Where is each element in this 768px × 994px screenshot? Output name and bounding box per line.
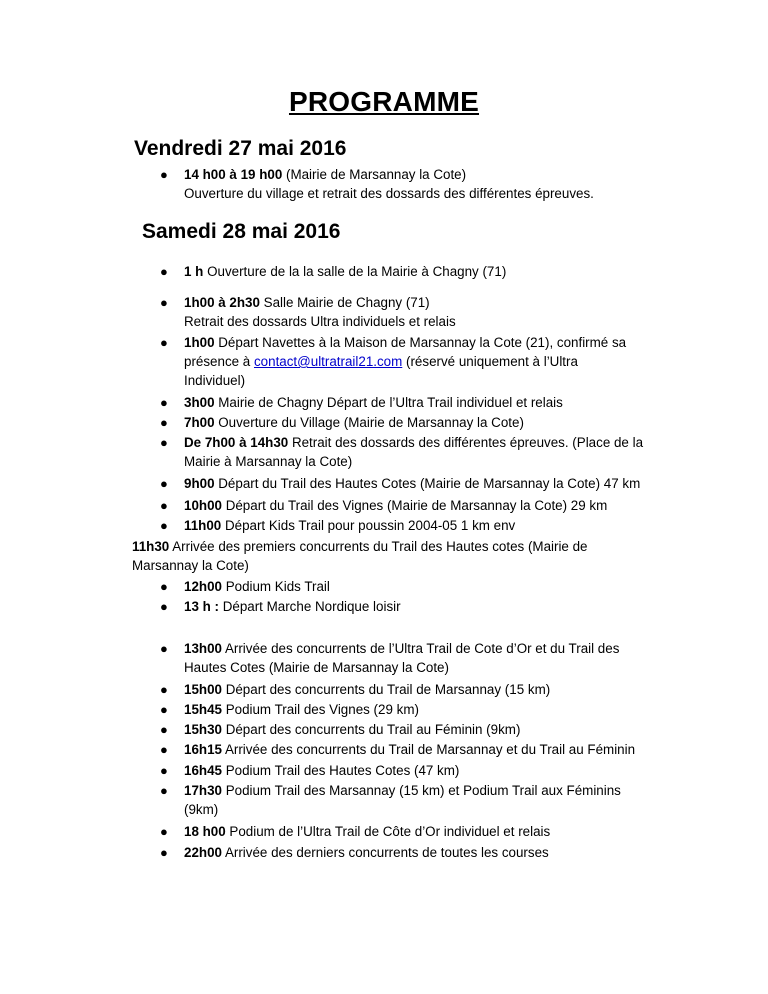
item-time: 11h00 — [184, 518, 222, 533]
page-title: PROGRAMME — [288, 86, 480, 117]
bullet-icon: ● — [160, 518, 168, 533]
item-text-line2: Hautes Cotes (Mairie de Marsannay la Cote) — [184, 660, 449, 675]
list-item — [160, 822, 704, 841]
list-item — [160, 413, 704, 432]
list-item — [160, 333, 704, 390]
bullet-icon: ● — [160, 335, 168, 350]
item-time: 1 h — [184, 264, 204, 279]
list-item — [160, 474, 704, 493]
item-time: 11h30 — [132, 539, 170, 554]
item-time: De 7h00 à 14h30 — [184, 435, 289, 450]
day2-heading: Samedi 28 mai 2016 — [142, 220, 341, 243]
item-text: Ouverture du Village (Mairie de Marsannay la Cote) — [214, 415, 524, 430]
bullet-icon: ● — [160, 167, 168, 182]
list-item — [160, 293, 704, 331]
list-item — [160, 680, 704, 699]
bullet-icon: ● — [160, 702, 168, 717]
item-text: Podium de l’Ultra Trail de Côte d’Or individuel et relais — [225, 824, 551, 839]
bullet-icon: ● — [160, 498, 168, 513]
item-text-line2: Mairie à Marsannay la Cote) — [184, 454, 353, 469]
item-text-line2-end: (réservé uniquement à l’Ultra — [402, 354, 578, 369]
list-item — [160, 781, 704, 819]
bullet-icon: ● — [160, 722, 168, 737]
item-time: 1h00 à 2h30 — [184, 295, 260, 310]
list-item — [160, 740, 704, 759]
item-text: Ouverture de la la salle de la Mairie à Chagny (71) — [203, 264, 507, 279]
list-item — [160, 639, 704, 677]
item-text: Salle Mairie de Chagny (71) — [259, 295, 430, 310]
item-text: (Mairie de Marsannay la Cote) — [282, 167, 467, 182]
item-time: 1h00 — [184, 335, 215, 350]
item-text-line2: présence à — [184, 354, 254, 369]
item-text: Arrivée des premiers concurrents du Trail des Hautes cotes (Mairie de — [169, 539, 588, 554]
bullet-icon: ● — [160, 415, 168, 430]
item-time: 15h45 — [184, 702, 222, 717]
item-text: Arrivée des concurrents de l’Ultra Trail de Cote d’Or et du Trail des — [221, 641, 620, 656]
item-time: 15h00 — [184, 682, 222, 697]
list-item — [160, 262, 704, 281]
contact-email-link[interactable]: contact@ultratrail21.com — [253, 354, 403, 369]
bullet-icon: ● — [160, 476, 168, 491]
bullet-icon: ● — [160, 599, 168, 614]
item-text-line2: Ouverture du village et retrait des dossards des différentes épreuves. — [184, 186, 594, 201]
list-item — [160, 165, 704, 203]
item-time: 10h00 — [184, 498, 222, 513]
item-text: Podium Trail des Marsannay (15 km) et Podium Trail aux Féminins — [221, 783, 621, 798]
bullet-icon: ● — [160, 682, 168, 697]
list-item — [160, 496, 704, 515]
item-text: Arrivée des derniers concurrents de toutes les courses — [221, 845, 549, 860]
item-time: 16h15 — [184, 742, 222, 757]
item-time: 14 h00 à 19 h00 — [184, 167, 283, 182]
list-item — [160, 577, 704, 596]
item-text: Retrait des dossards des différentes épreuves. (Place de la — [288, 435, 644, 450]
list-item — [160, 597, 704, 616]
bullet-icon: ● — [160, 295, 168, 310]
item-text: Départ Navettes à la Maison de Marsannay la Cote (21), confirmé sa — [214, 335, 627, 350]
paragraph — [132, 537, 692, 575]
bullet-icon: ● — [160, 435, 168, 450]
list-item — [160, 516, 704, 535]
item-text-line2: Retrait des dossards Ultra individuels et relais — [184, 314, 456, 329]
item-text-line2: (9km) — [184, 802, 219, 817]
list-item — [160, 433, 704, 471]
item-time: 15h30 — [184, 722, 222, 737]
item-time: 18 h00 — [184, 824, 226, 839]
list-item — [160, 393, 704, 412]
list-item — [160, 720, 704, 739]
item-text: Départ des concurrents du Trail de Marsannay (15 km) — [221, 682, 551, 697]
item-text: Mairie de Chagny Départ de l’Ultra Trail individuel et relais — [214, 395, 563, 410]
item-text: Podium Trail des Vignes (29 km) — [221, 702, 419, 717]
day1-heading: Vendredi 27 mai 2016 — [134, 137, 347, 160]
list-item — [160, 761, 704, 780]
bullet-icon: ● — [160, 742, 168, 757]
item-text-line2: Marsannay la Cote) — [132, 558, 249, 573]
item-time: 22h00 — [184, 845, 222, 860]
item-text: Départ des concurrents du Trail au Féminin (9km) — [221, 722, 521, 737]
item-text: Arrivée des concurrents du Trail de Marsannay et du Trail au Féminin — [221, 742, 636, 757]
item-text: Podium Kids Trail — [221, 579, 330, 594]
bullet-icon: ● — [160, 824, 168, 839]
item-text: Départ du Trail des Hautes Cotes (Mairie de Marsannay la Cote) 47 km — [214, 476, 641, 491]
bullet-icon: ● — [160, 845, 168, 860]
bullet-icon: ● — [160, 783, 168, 798]
item-time: 12h00 — [184, 579, 222, 594]
item-text-line3: Individuel) — [184, 373, 246, 388]
bullet-icon: ● — [160, 579, 168, 594]
bullet-icon: ● — [160, 395, 168, 410]
bullet-icon: ● — [160, 763, 168, 778]
item-text: Podium Trail des Hautes Cotes (47 km) — [221, 763, 460, 778]
list-item — [160, 700, 704, 719]
bullet-icon: ● — [160, 264, 168, 279]
item-time: 13h00 — [184, 641, 222, 656]
item-time: 13 h : — [184, 599, 219, 614]
item-time: 9h00 — [184, 476, 215, 491]
item-time: 3h00 — [184, 395, 215, 410]
item-text: Départ Kids Trail pour poussin 2004-05 1 km env — [221, 518, 516, 533]
item-time: 7h00 — [184, 415, 215, 430]
bullet-icon: ● — [160, 641, 168, 656]
list-item — [160, 843, 704, 862]
item-text: Départ Marche Nordique loisir — [218, 599, 401, 614]
item-time: 17h30 — [184, 783, 222, 798]
item-time: 16h45 — [184, 763, 222, 778]
item-text: Départ du Trail des Vignes (Mairie de Marsannay la Cote) 29 km — [221, 498, 608, 513]
